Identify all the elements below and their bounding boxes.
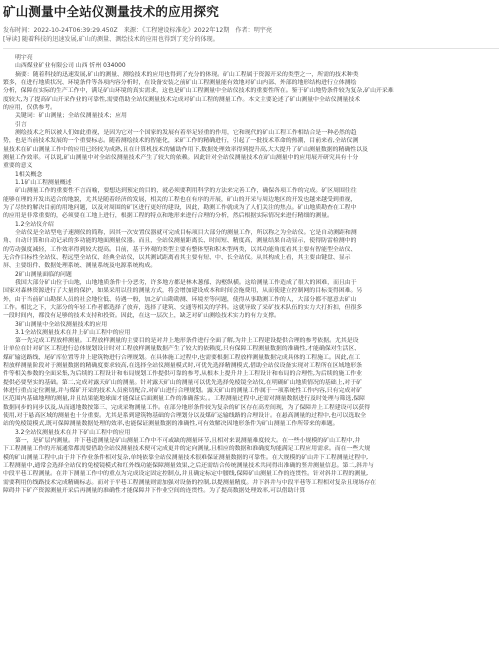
article-body xyxy=(3,54,499,495)
body-line: 引言 xyxy=(15,121,27,128)
body-line: 1.1矿山工程测量概述 xyxy=(15,179,72,186)
body-line: 明宇亮 xyxy=(15,55,33,61)
body-line: 山西煤业矿业有限公司 山西 忻州 034000 xyxy=(15,63,126,70)
article xyxy=(3,4,499,495)
body-line: 程放样测量阶段对于测量数据的精确度要求较高,在选择全站仪测量模式时,可优先选择精测模式,借助全站仪设备实现对工程所在区域地形条 xyxy=(3,363,363,370)
article-meta: 发布时间：2022-10-24T06:39:29.450Z 来源：《工程建设标准化》2022年12期 作者：明宇亮 xyxy=(3,27,272,34)
body-line: 障碍井下矿产资源测量开采后再测量的准确性才能保障井下作业空间的连贯性。为了提高数据处理效率,可以借助计算 xyxy=(3,488,306,495)
body-line: 计单位在针对矿区工程进行总体规划设计时对工程放样测量数据产生了较大的依赖度,只有保障工程测量数据的准确性,才能确保对生活区、 xyxy=(3,346,361,353)
body-line: 繁多，在进行地质状况、环境条件等各项内容分析时，在设备安装之前矿山工程测量能有效地对矿山内部、外部的地形结构进行立体测绘 xyxy=(3,79,357,86)
body-line: 测绘技术之所以被人们如此重视，是因为它对一个国家的发展有着举足轻重的作用，它和现代的矿山工程工作相结合是一种必然的趋 xyxy=(15,129,357,136)
body-line: 为了尽快的解决目前的用地问题，以及对周围的矿区进行更好的建设，因此，勘测工作就成为了人们关注的焦点。矿山地质勘查在工程中 xyxy=(3,204,357,211)
body-line: 势，也是当前技术发展的一个重要标志。随着测绘技术的智能化，采矿工作的精确进行，引起了一批技术革命的热潮，目前来看,全站仪测 xyxy=(3,138,359,145)
article-lead: [导读] 随着科技的迅速发展,矿山的测量、测绘技术的应用也得到了充分的体现。 xyxy=(3,36,219,43)
body-line: 使用,对于悬高区域的测量也十分重要。尤其是系到建筑物基础的合理划分以及煤矿运输线路的合理设计。在悬高测量的过程中,也可以选取全 xyxy=(3,413,367,420)
body-line: 3.1全站仪测量技术在井上矿山工程中的应用 xyxy=(15,329,131,336)
divider xyxy=(3,48,499,49)
body-line: 的应用是非常重要的，必须要在工地上进行，根据工程的特点和地形来进行合理的分析，然后根据实际情况来进行精细的测量。 xyxy=(3,213,333,220)
body-line: 角、自动计算和自动记录的多功能的地面测量仪器。而且，全站仪测量距离长、时间短、精度高，测量结果自动显示，使得防雷检测中的 xyxy=(3,238,357,245)
article-title: 矿山测量中全站仪测量技术的应用探究 xyxy=(3,4,219,19)
body-line: 3.2全站仪测量技术在井下矿山工程中的应用 xyxy=(15,429,131,436)
body-line: 度较大,为了提高矿山开采作业的可靠性,需要借助全站仪测量技术完成对矿山工程的测量工作。本文主要论述了矿山测量中全站仪测量技术 xyxy=(3,96,361,103)
body-line: 1相关概念 xyxy=(15,171,43,178)
body-line: 需要利用仿线路技术完成精确标志。而对于平巷工程测量则需加强对设备的控制,以提测量精度。井下斜井与中段平巷等工程相对复杂且现场存在 xyxy=(3,479,376,486)
body-line: 的应用，仅供参考。 xyxy=(3,104,57,111)
body-line: 工作。相比之下，大部分的年轻工作者都选择了放弃，选择了建筑、交通等相关的学科。这就导致了采矿技术队伍的实力大打折扣，但很多 xyxy=(3,304,363,311)
body-line: 重要的意义 xyxy=(3,163,33,170)
body-line: 2矿山测量面临的问题 xyxy=(15,271,72,278)
body-line: 区范围内基础地理的测量,并且结果能地球面才能保证后面测量工作的准确落实。。工程测量过程中,还需对测量数据进行及时处理与筛选,保障 xyxy=(3,396,365,403)
body-line: 中段平巷工程测量。在井下测量工作中的重点为完成设定固定控制点,并且确定标定中腰线,保障矿山测量工作的连贯性。针对斜井工程的测量, xyxy=(3,471,368,478)
body-line: 矿山测量工作的重要性不言而喻，要想达到预定的目的，就必须要利用科学的方法来完善工作，确保各项工作的完成。矿区周围往往 xyxy=(15,188,357,195)
body-line: 关键词：矿山测量；全站仪测量技术；应用 xyxy=(15,113,127,120)
body-line: 下工程测量工作的开展通常都需要借助全站仪测量技术便可完成更井的定向测量,且相应的数据和准确度均能满足工程应用需求。而在一些大规 xyxy=(3,446,371,453)
body-line: 外，由于当前矿山勘探人员的社会地位低、待遇一般，加之矿山勘勘测、环境差等问题，使得从事勘测工作的人，大部分都不愿意去矿山 xyxy=(3,296,357,303)
body-line: 1.2全站仪介绍 xyxy=(15,221,54,228)
body-line: 屏、主要组件、数据处理系统、测量系统及电源系统构成。 xyxy=(3,263,157,270)
body-line: 量技术在矿山测量工作中的应用已经较为成熟,且在计算机技术的辅助作用下,数据处理效率得到提升高,大大提升了矿山测量数据的精确性以及 xyxy=(3,146,368,153)
body-line: 国家对森林资源进行了大量的保护，如果采用以往的测量方式，将会增加建设成本和时间会拖费用，从而使建立控制网的目标变得困难。另 xyxy=(3,288,363,295)
body-line: 我国大部分矿山位于山地，山地地质条件十分恶劣，许多地方都是林木葱郁、沟壑纵横。这给测量工作造成了很大的困难，而且由于 xyxy=(15,279,357,286)
body-line: 件等相关参数的全面采集,为后续的工程设计和布局规划工作提供可靠的参考,从根本上提升井上工程设计和布局的合理性,为后续的施工作业 xyxy=(3,371,363,378)
body-line: 分析，保障在实际的生产工作中，满足矿山环境的真实需求，这也是矿山工程测量中全站仪技术的重要性所在。鉴于矿山地势条件较为复杂,矿山开采难 xyxy=(3,88,394,95)
body-line: 3矿山测量中全站仪测量技术的应用 xyxy=(15,321,108,328)
body-line: 数据同步的同步以及,从而通地数按第三、完成采物测量工作。在部分地形条件较为复杂的矿区存在高差间现，为了保障井上工程建设可以获得 xyxy=(3,404,371,411)
body-line: 能够在理的开发出适合的地貌，尤其是随着经济的发展，相关的工程也在有序的开展，矿山的开采与周边地区的开发也越来越受到重视， xyxy=(3,196,357,203)
body-line: 站的免棱镜模式,既可保障测量数据处理的效率,也能保证测量数据的准确性,可有效解决因地形条件为矿山测量工作所带来的难题。 xyxy=(3,421,339,428)
body-line: 的劳动强度减轻，工作效率得到较大提高。目前，基于外观的类型主要有整体型和积木型两类，以其功能角度看其主要有智能型全站仪、 xyxy=(3,246,357,253)
body-line: 工程测量中,通常会选择全站仪的免棱镜模式和红外线功能保障测量效果,之后还需结合传统测量技术共同得出准确的竖井测量信息。第二,斜井与 xyxy=(3,463,374,470)
body-line: 第一先完成工程放样测量。工程放样测量的主要目的是对井上地形条件进行全面了解,为井上工程建设提供合理的参考依据。尤其是设 xyxy=(15,338,359,345)
body-line: 提供必要坚实的基础。第二,完成对露天矿山的测量。针对露天矿山的测量可以优先选择免棱镜全站仪,在明确矿山地质情况的基础上,对于矿 xyxy=(3,379,363,386)
body-line: 一段时间内，都没有足够的技术支持和投资。因此，在这一层次上，缺乏对矿山测绘技术实力的有力支撑。 xyxy=(3,313,280,320)
body-line: 煤矿输送路线、尾矿库位置等井上建筑物进行合理规划。在具体施工过程中,也需要根据工程放样测量数据完成具体的工程施工。因此,在工 xyxy=(3,354,361,361)
body-line: 体进行重点定位测量,并与煤矿开采的技术人员密切配合,对矿山进行合理规划。露天矿山的测量工作属于一项系统性工作内容,只有完成对矿 xyxy=(3,388,363,395)
body-line: 测量工作效率。可以说,矿山测量中对全站仪测量技术产生了较大的依赖。因此针对全站仪测量技术在矿山测量中的应用展开研究具有十分 xyxy=(3,154,359,161)
body-line: 模的矿山测量工程中,由于井下作业条件相对复杂,单纯依靠全站仪测量技术很难保证测量数据的可靠性。在大规模的矿山井下工程测量过程中, xyxy=(3,454,368,461)
body-line: 全站仪是全站型电子速测仪的简称，因其一次安置仪器就可完成目标项目大部分的测量工作，所以称之为全站仪。它是自动测距和测 xyxy=(15,229,357,236)
body-line: 摘要：随着科技的迅速发展,矿山的测量、测绘技术的应用也得到了充分的体现。矿山工程属于资源开采的类型之一，所需的技术种类 xyxy=(15,71,359,78)
body-line: 第一，是矿层内测量。井下巷道测量是矿山测量工作中不可或缺的测量环节,且相对来说测量难度较大。在一些小规模的矿山工程中,井 xyxy=(15,438,361,445)
body-line: 无合作目标性全站仪、程远型全站仪、经典全站仪，以其测试距离看其主要有短、中、长全站仪。从其构成上看，其主要由键盘、显示 xyxy=(3,254,351,261)
